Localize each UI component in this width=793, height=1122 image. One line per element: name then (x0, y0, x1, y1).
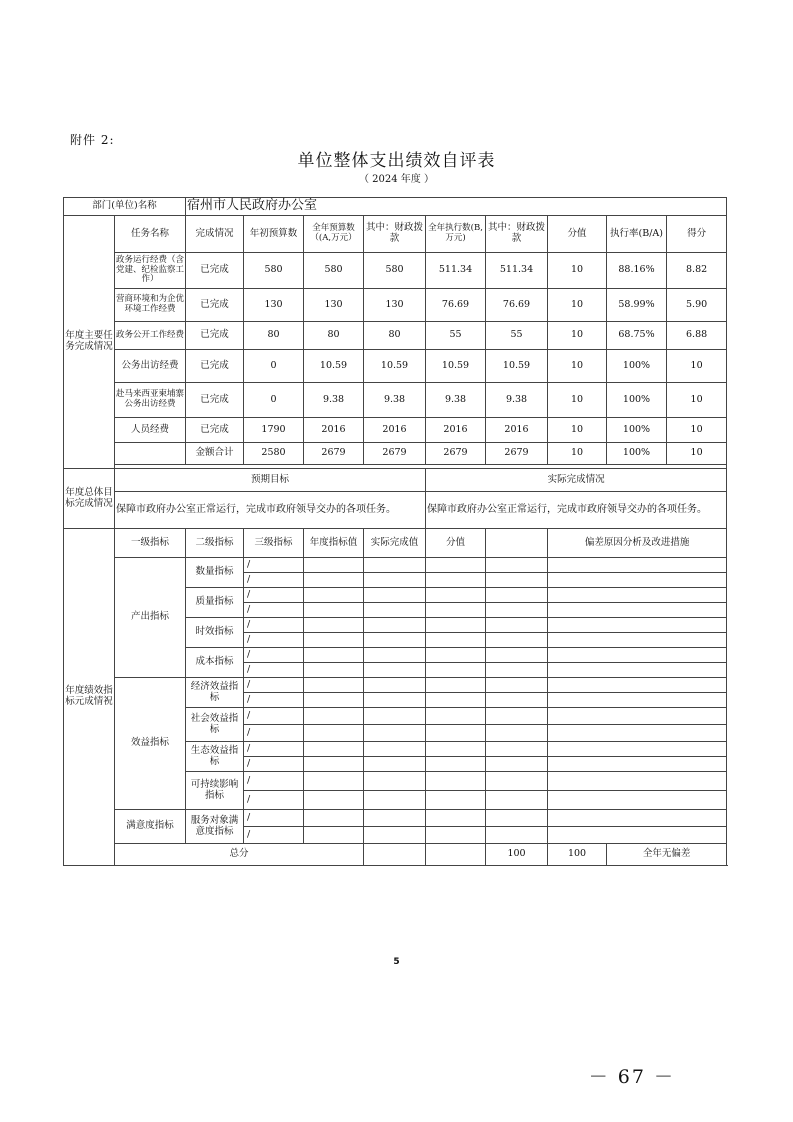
task-score-value: 10 (548, 418, 607, 443)
goal-expected-text: 保障市政府办公室正常运行，完成市政府领导交办的各项任务。 (115, 492, 426, 529)
goal-content-row (64, 492, 727, 529)
dept-row (64, 198, 727, 216)
col-task: 任务名称 (115, 216, 186, 253)
task-rate: 100% (607, 418, 667, 443)
ecological-indicator: 生态效益指标 (186, 742, 244, 772)
slash-mark: / (244, 678, 304, 693)
task-fiscal2: 10.59 (486, 350, 548, 383)
col-level1: 一级指标 (115, 529, 186, 558)
total-row (64, 443, 727, 465)
table-row (64, 418, 727, 443)
slash-mark: / (244, 663, 304, 678)
summary-note: 全年无偏差 (607, 844, 727, 866)
task-status: 已完成 (186, 253, 244, 289)
slash-mark: / (244, 588, 304, 603)
section-performance: 年度绩效指标元成情祝 (64, 529, 115, 866)
task-annual: 80 (304, 322, 364, 350)
task-fiscal2: 511.34 (486, 253, 548, 289)
task-fiscal1: 10.59 (364, 350, 426, 383)
task-annual: 10.59 (304, 350, 364, 383)
task-fiscal1: 9.38 (364, 383, 426, 418)
task-score: 6.88 (667, 322, 727, 350)
task-annual: 9.38 (304, 383, 364, 418)
task-exec: 511.34 (426, 253, 486, 289)
task-name: 政务运行经费（含党建、纪检监察工作） (115, 253, 186, 289)
task-score-value: 10 (548, 289, 607, 322)
task-exec: 2016 (426, 418, 486, 443)
col-level3: 三级指标 (244, 529, 304, 558)
perf-header-row (64, 529, 727, 558)
col-perf-score: 分值 (426, 529, 486, 558)
task-exec: 10.59 (426, 350, 486, 383)
task-initial: 1790 (244, 418, 304, 443)
col-target: 年度指标值 (304, 529, 364, 558)
slash-mark: / (244, 573, 304, 588)
summary-score-2: 100 (548, 844, 607, 866)
col-actual: 实际完成值 (364, 529, 426, 558)
task-rate: 100% (607, 350, 667, 383)
task-name: 政务公开工作经费 (115, 322, 186, 350)
task-exec: 9.38 (426, 383, 486, 418)
task-initial: 0 (244, 350, 304, 383)
total-annual: 2679 (304, 443, 364, 465)
sustain-indicator: 可持续影响指标 (186, 772, 244, 810)
task-score-value: 10 (548, 350, 607, 383)
output-indicator: 产出指标 (115, 558, 186, 678)
satisfaction-indicator: 满意度指标 (115, 810, 186, 844)
total-score: 10 (667, 443, 727, 465)
goal-expected-label: 预期目标 (115, 469, 426, 492)
task-status: 已完成 (186, 350, 244, 383)
quality-indicator: 质量指标 (186, 588, 244, 618)
task-rate: 100% (607, 383, 667, 418)
task-score-value: 10 (548, 322, 607, 350)
task-score: 10 (667, 350, 727, 383)
task-name: 公务出访经费 (115, 350, 186, 383)
col-initial: 年初预算数 (244, 216, 304, 253)
page-number-small: 5 (393, 957, 400, 967)
task-initial: 80 (244, 322, 304, 350)
dept-label: 部门(单位)名称 (64, 198, 186, 216)
table-row (64, 383, 727, 418)
slash-mark: / (244, 757, 304, 772)
task-status: 已完成 (186, 322, 244, 350)
year-line: （ 2024 年度 ） (359, 174, 434, 185)
slash-mark: / (244, 791, 304, 810)
col-level2: 二级指标 (186, 529, 244, 558)
slash-mark: / (244, 558, 304, 573)
task-exec: 76.69 (426, 289, 486, 322)
slash-mark: / (244, 633, 304, 648)
slash-mark: / (244, 772, 304, 791)
goal-actual-label: 实际完成情况 (426, 469, 727, 492)
slash-mark: / (244, 618, 304, 633)
task-rate: 88.16% (607, 253, 667, 289)
total-label: 金额合计 (186, 443, 244, 465)
task-score: 10 (667, 418, 727, 443)
col-fiscal1: 其中：财政拨款 (364, 216, 426, 253)
task-fiscal1: 130 (364, 289, 426, 322)
task-annual: 2016 (304, 418, 364, 443)
task-fiscal2: 55 (486, 322, 548, 350)
economic-indicator: 经济效益指标 (186, 678, 244, 708)
task-fiscal2: 76.69 (486, 289, 548, 322)
table-row (64, 350, 727, 383)
slash-mark: / (244, 827, 304, 844)
task-name: 赴马来西亚柬埔寨公务出访经费 (115, 383, 186, 418)
goal-actual-text: 保障市政府办公室正常运行，完成市政府领导交办的各项任务。 (426, 492, 727, 529)
slash-mark: / (244, 648, 304, 663)
col-score: 得分 (667, 216, 727, 253)
task-rate: 68.75% (607, 322, 667, 350)
evaluation-table (63, 197, 727, 866)
quantity-indicator: 数量指标 (186, 558, 244, 588)
slash-mark: / (244, 693, 304, 708)
task-score: 10 (667, 383, 727, 418)
task-fiscal1: 2016 (364, 418, 426, 443)
task-fiscal1: 80 (364, 322, 426, 350)
dept-value: 宿州市人民政府办公室 (186, 198, 727, 216)
goal-header-row (64, 469, 727, 492)
page-title: 单位整体支出绩效自评表 (297, 151, 496, 171)
col-analysis: 偏差原因分析及改进措施 (548, 529, 727, 558)
summary-label: 总分 (115, 844, 364, 866)
total-initial: 2580 (244, 443, 304, 465)
col-annual: 全年预算数（(A,万元） (304, 216, 364, 253)
benefit-indicator: 效益指标 (115, 678, 186, 810)
table-row (64, 253, 727, 289)
slash-mark: / (244, 725, 304, 742)
task-rate: 58.99% (607, 289, 667, 322)
task-fiscal2: 2016 (486, 418, 548, 443)
col-exec: 全年执行数(B,万元) (426, 216, 486, 253)
col-status: 完成情况 (186, 216, 244, 253)
task-initial: 580 (244, 253, 304, 289)
total-exec: 2679 (426, 443, 486, 465)
task-score: 5.90 (667, 289, 727, 322)
total-score-value: 10 (548, 443, 607, 465)
col-rate: 执行率(B/A) (607, 216, 667, 253)
total-rate: 100% (607, 443, 667, 465)
table-row (64, 810, 727, 827)
task-name: 营商环境和为企优环境工作经费 (115, 289, 186, 322)
task-score-value: 10 (548, 253, 607, 289)
task-annual: 130 (304, 289, 364, 322)
task-status: 已完成 (186, 383, 244, 418)
slash-mark: / (244, 742, 304, 757)
col-fiscal2: 其中：财政拨款 (486, 216, 548, 253)
social-indicator: 社会效益指标 (186, 708, 244, 742)
table-row (64, 289, 727, 322)
section-overall-goal: 年度总体目标完成情况 (64, 469, 115, 529)
task-name: 人员经费 (115, 418, 186, 443)
table-row (64, 678, 727, 693)
slash-mark: / (244, 708, 304, 725)
task-header-row (64, 216, 727, 253)
slash-mark: / (244, 603, 304, 618)
page-number: － 67 － (588, 1066, 675, 1088)
total-fiscal2: 2679 (486, 443, 548, 465)
task-score: 8.82 (667, 253, 727, 289)
slash-mark: / (244, 810, 304, 827)
task-status: 已完成 (186, 289, 244, 322)
summary-score-1: 100 (486, 844, 548, 866)
task-annual: 580 (304, 253, 364, 289)
task-status: 已完成 (186, 418, 244, 443)
task-fiscal1: 580 (364, 253, 426, 289)
task-exec: 55 (426, 322, 486, 350)
service-satisfaction-indicator: 服务对象满意度指标 (186, 810, 244, 844)
task-fiscal2: 9.38 (486, 383, 548, 418)
task-score-value: 10 (548, 383, 607, 418)
table-row (64, 322, 727, 350)
task-initial: 130 (244, 289, 304, 322)
task-initial: 0 (244, 383, 304, 418)
col-score-value: 分值 (548, 216, 607, 253)
time-indicator: 时效指标 (186, 618, 244, 648)
summary-row (64, 844, 727, 866)
attachment-label: 附件 2: (70, 133, 115, 147)
total-fiscal1: 2679 (364, 443, 426, 465)
section-main-tasks: 年度主要任务完成情况 (64, 216, 115, 469)
table-row (64, 558, 727, 573)
cost-indicator: 成本指标 (186, 648, 244, 678)
